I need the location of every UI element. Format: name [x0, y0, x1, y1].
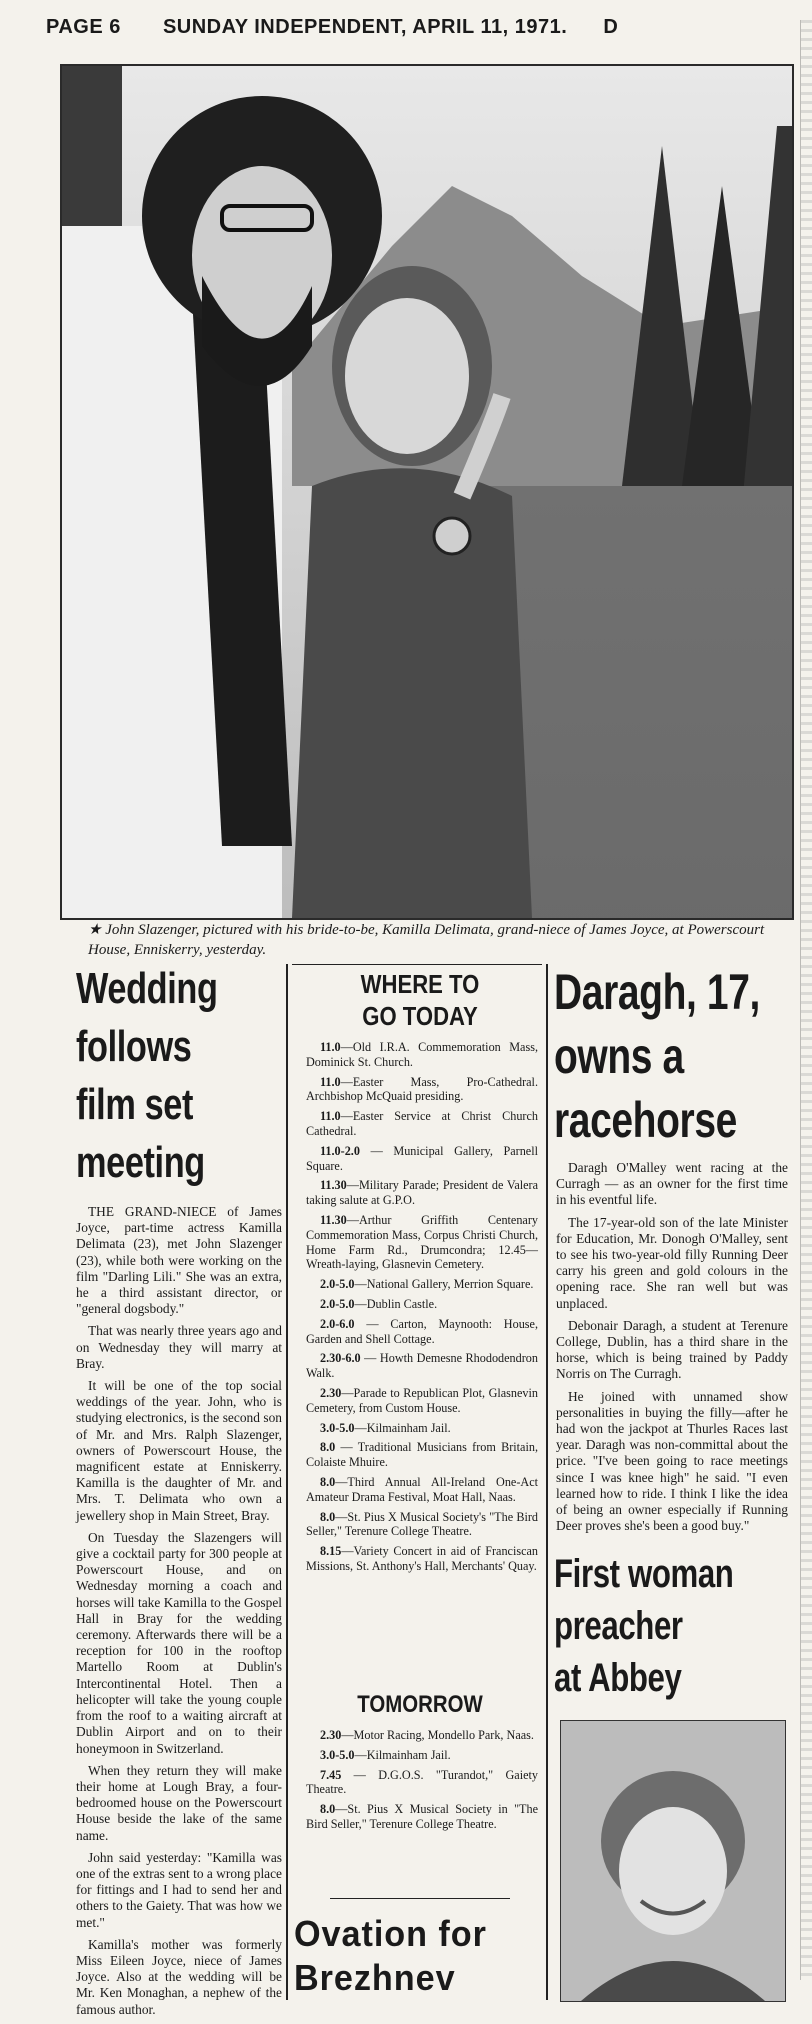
tomorrow-listings	[306, 1728, 538, 1837]
listing-entry	[306, 1802, 538, 1832]
listing-time: 2.0-5.0	[320, 1296, 355, 1311]
listing-description: —Kilmainham Jail.	[354, 1420, 451, 1435]
listing-description: —Parade to Republican Plot, Glasnevin Cemetery, from Custom House.	[306, 1385, 538, 1415]
listing-entry	[306, 1440, 538, 1470]
listing-time: 11.0-2.0	[320, 1143, 360, 1158]
preacher-portrait-photo	[560, 1720, 786, 2002]
story-paragraph: When they return they will make their home at Lough Bray, a four-bedroomed house on the Powerscourt House beside the lake of the same name.	[76, 1762, 282, 1843]
listing-entry	[306, 1109, 538, 1139]
headline-line: at Abbey	[554, 1656, 682, 1700]
where-to-go-title	[318, 968, 522, 1032]
title-line: GO TODAY	[362, 1001, 478, 1031]
listing-description: —Third Annual All-Ireland One-Act Amateur Drama Festival, Moat Hall, Naas.	[306, 1474, 538, 1504]
listing-entry	[306, 1277, 538, 1292]
listing-time: 8.0	[320, 1509, 336, 1524]
headline-line: follows	[76, 1022, 192, 1071]
listing-time: 11.30	[320, 1212, 347, 1227]
listing-entry	[306, 1421, 538, 1436]
listing-description: —National Gallery, Merrion Square.	[354, 1277, 534, 1292]
section-letter: D	[603, 16, 619, 38]
page-number: PAGE 6	[46, 16, 121, 38]
listing-time: 2.0-6.0	[320, 1316, 355, 1331]
listing-description: —Arthur Griffith Centenary Commemoration Mass, Corpus Christi Church, Home Farm Rd., Drumcondra; 12.45—Wreath-laying, Glasnevin Cemetery.	[306, 1212, 538, 1272]
listing-description: —Military Parade; President de Valera taking salute at G.P.O.	[306, 1178, 538, 1208]
column-rule	[546, 964, 548, 2000]
listing-time: 2.30	[320, 1728, 342, 1742]
listing-time: 8.0	[320, 1474, 336, 1489]
listing-time: 11.0	[320, 1109, 341, 1124]
listing-entry	[306, 1040, 538, 1070]
listing-time: 8.0	[320, 1440, 336, 1455]
story-paragraph: He joined with unnamed show personalities in buying the filly—after he had won the jackpot at Thurles Races last year. Daragh was non-committal about the price. "I've been going to race meetings since I was knee high" he said. "I even learned how to ride. I think I like the idea of being an owner especially if Running Deer proves she's been a good buy."	[556, 1388, 788, 1534]
headline-line: Daragh, 17,	[554, 964, 760, 1020]
story-paragraph: On Tuesday the Slazengers will give a cocktail party for 300 people at Powerscourt House, and on Wednesday morning a coach and horses will take Kamilla to the Gospel Hall in Bray for the wedding ceremony. Afterwards there will be a reception for 100 in the rooftop Martello Room at Dublin's Intercontinental Hotel. Then a helicopter will take the young couple from the roof to a waiting aircraft at Dublin Airport and on to their honeymoon in Switzerland.	[76, 1529, 282, 1756]
listing-description: —Easter Service at Christ Church Cathedral.	[306, 1109, 538, 1138]
listing-time: 11.0	[320, 1040, 341, 1054]
masthead	[46, 16, 786, 50]
headline-line: preacher	[554, 1604, 683, 1648]
headline-line: owns a	[554, 1028, 684, 1084]
listing-entry	[306, 1178, 538, 1208]
listing-description: —St. Pius X Musical Society's "The Bird Seller," Terenure College Theatre.	[306, 1509, 538, 1539]
listing-time: 3.0-5.0	[320, 1747, 355, 1762]
listing-time: 2.0-5.0	[320, 1277, 355, 1292]
listing-description: —Easter Mass, Pro-Cathedral. Archbishop McQuaid presiding.	[306, 1074, 538, 1104]
daragh-headline	[554, 960, 796, 1152]
headline-line: Wedding	[76, 964, 218, 1013]
daragh-story-body	[556, 1160, 788, 1540]
listing-description: — Municipal Gallery, Parnell Square.	[306, 1143, 538, 1173]
headline-line: First woman	[554, 1552, 734, 1596]
today-listings	[306, 1040, 538, 1579]
wedding-headline	[76, 960, 287, 1192]
photo-caption: ★ John Slazenger, pictured with his bride-to-be, Kamilla Delimata, grand-niece of James Joyce, at Powerscourt House, Enniskerry, yesterday.	[88, 922, 765, 958]
listing-entry	[306, 1144, 538, 1174]
story-paragraph: John said yesterday: "Kamilla was one of the extras sent to a wrong place for fittings and I had to send her and others to the Gaiety. That was how we met."	[76, 1849, 282, 1930]
listing-entry	[306, 1475, 538, 1505]
listing-entry	[306, 1768, 538, 1798]
box-rule-top	[292, 964, 542, 965]
listing-description: —St. Pius X Musical Society in "The Bird Seller," Terenure College Theatre.	[306, 1802, 538, 1831]
listing-entry	[306, 1510, 538, 1540]
listing-description: —Kilmainham Jail.	[354, 1747, 451, 1762]
adjacent-page-edge	[800, 20, 812, 1980]
listing-description: — Traditional Musicians from Britain, Colaiste Mhuire.	[306, 1440, 538, 1470]
listing-time: 3.0-5.0	[320, 1420, 355, 1435]
story-paragraph: It will be one of the top social weddings of the year. John, who is studying electronics, is the second son of Mr. and Mrs. Ralph Slazenger, owners of Powerscourt House, the magnificent estate at Enniskerry. Kamilla is the daughter of Mr. and Mrs. T. Delimata who own a jewellery shop in Main Street, Bray.	[76, 1378, 282, 1523]
story-paragraph: THE GRAND-NIECE of James Joyce, part-time actress Kamilla Delimata (23), met John Slazenger (23), while both were working on the film "Darling Lili." She was an extra, he a third assistant director, or "general dogsbody."	[76, 1204, 282, 1317]
listing-time: 2.30	[320, 1385, 342, 1400]
listing-description: — D.G.O.S. "Turandot," Gaiety Theatre.	[306, 1767, 538, 1797]
title-line: WHERE TO	[360, 969, 480, 999]
tomorrow-title: TOMORROW	[357, 1691, 483, 1718]
listing-time: 8.0	[320, 1802, 336, 1817]
listing-description: —Old I.R.A. Commemoration Mass, Dominick St. Church.	[306, 1040, 538, 1069]
preacher-headline	[554, 1548, 788, 1704]
listing-entry	[306, 1213, 538, 1272]
listing-entry	[306, 1297, 538, 1312]
listing-entry	[306, 1075, 538, 1105]
wedding-story-body	[76, 1204, 282, 2024]
story-paragraph: Debonair Daragh, a student at Terenure College, Dublin, has a third share in the horse, which is being trained by Paddy Norris on The Curragh.	[556, 1317, 788, 1382]
couple-photograph	[60, 64, 794, 920]
story-paragraph: Daragh O'Malley went racing at the Curragh — as an owner for the first time in his eventful life.	[556, 1160, 788, 1208]
listing-description: —Motor Racing, Mondello Park, Naas.	[341, 1728, 534, 1742]
headline-line: Brezhnev	[294, 1957, 456, 1998]
listing-time: 8.15	[320, 1544, 342, 1559]
listing-time: 2.30-6.0	[320, 1351, 361, 1366]
listing-description: —Dublin Castle.	[354, 1296, 438, 1311]
story-paragraph: That was nearly three years ago and on Wednesday they will marry at Bray.	[76, 1323, 282, 1371]
listing-time: 7.45	[320, 1767, 342, 1782]
paper-date-line: SUNDAY INDEPENDENT, APRIL 11, 1971.	[162, 16, 568, 38]
listing-entry	[306, 1386, 538, 1416]
listing-entry	[306, 1728, 538, 1743]
listing-entry	[306, 1544, 538, 1574]
story-paragraph: The 17-year-old son of the late Minister for Education, Mr. Donogh O'Malley, sent to see his two-year-old filly Running Deer carry his green and gold colours in the opening race. She ran well but was unplaced.	[556, 1214, 788, 1311]
headline-line: meeting	[76, 1138, 205, 1187]
story-paragraph: Kamilla's mother was formerly Miss Eileen Joyce, niece of James Joyce. Also at the wedding will be Mr. Ken Monaghan, a nephew of the famous author.	[76, 1936, 282, 2017]
listing-time: 11.0	[320, 1074, 341, 1089]
listing-description: —Variety Concert in aid of Franciscan Missions, St. Anthony's Hall, Merchants' Quay.	[306, 1544, 538, 1573]
headline-line: racehorse	[554, 1092, 737, 1148]
listing-description: — Carton, Maynooth: House, Garden and Shell Cottage.	[306, 1316, 538, 1346]
listing-time: 11.30	[320, 1178, 347, 1193]
listing-entry	[306, 1351, 538, 1381]
headline-line: film set	[76, 1080, 194, 1129]
headline-line: Ovation for	[294, 1913, 487, 1954]
box-rule-bottom	[330, 1898, 510, 1899]
listing-entry	[306, 1317, 538, 1347]
listing-description: — Howth Demesne Rhododendron Walk.	[306, 1351, 538, 1381]
listing-entry	[306, 1748, 538, 1763]
brezhnev-headline	[294, 1912, 598, 2000]
